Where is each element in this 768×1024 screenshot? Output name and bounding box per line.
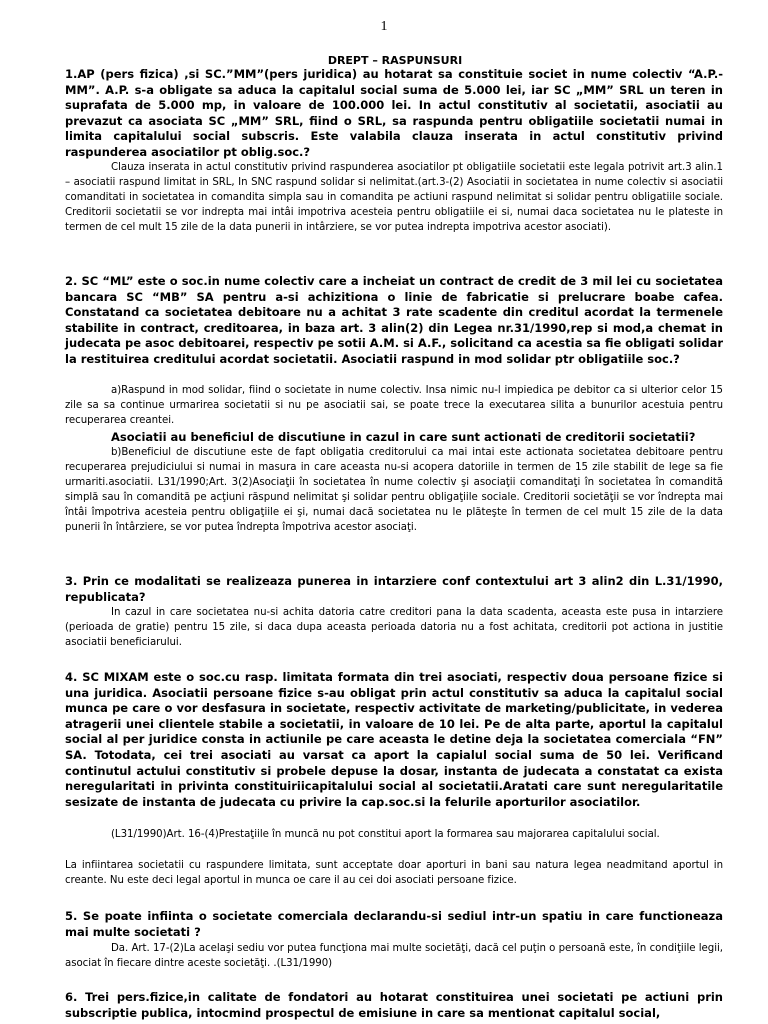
document-title: DREPT – RASPUNSURI	[327, 54, 463, 67]
question-4: 4. SC MIXAM este o soc.cu rasp. limitata formata din trei asociati, respectiv doua persoane fizice si una juridica. Asociatii persoane fizice s-au obligat prin actul constitutiv sa aduca la capitalul social munca pe care o vor desfasura in societate, respectiv activitate de marketing/publicitate, in vederea atragerii unei clientele stabile a societatii, in valoare de 10 lei. Pe de alta parte, aportul la capitalul social al per juridice consta in actiunile pe care aceasta le detine deja la societatea comerciala “FN” SA. Totodata, cei trei asociati au varsat ca aport la capialul social suma de 50 lei. Verificand continutul actului constitutiv si probele depuse la dosar, instanta de judecata a constatat ca exista neregularitati in privinta constituiriicapitalului social al societatii.Aratati care sunt neregularitatile sesizate de instanta de judecata cu privire la cap.soc.si la felurile aporturilor asociatilor.	[65, 670, 723, 809]
subquestion-2: Asociatii au beneficiul de discutiune in cazul in care sunt actionati de creditorii societatii?	[111, 430, 696, 444]
question-2: 2. SC “ML” este o soc.in nume colectiv care a incheiat un contract de credit de 3 mil lei cu societatea bancara SC “MB” SA pentru a-si achizitiona o linie de fabricatie si prelucrare boabe cafea. Constatand ca societatea debitoare nu a achitat 3 rate scadente din creditul acordat la termenele stabilite in contract, creditoarea, in baza art. 3 alin(2) din Legea nr.31/1990,rep si mod,a chemat in judecata pe asoc debitoarei, respectiv pe sotii A.M. si A.F., solicitand ca acestia sa fie obligati solidar la restituirea creditului acordat societatii. Asociatii raspund in mod solidar ptr obligatiile soc.?	[65, 274, 724, 366]
answer-4b: La infiintarea societatii cu raspundere limitata, sunt acceptate doar aporturi in bani sau natura legea neadmitand aportul in creante. Nu este deci legal aportul in munca oe care il au cei doi asociati persoane fizice.	[65, 860, 723, 886]
answer-1: Clauza inserata in actul constitutiv privind raspunderea asociatilor pt obligatiile societatii este legala potrivit art.3 alin.1 – asociatii raspund limitat in SRL, In SNC raspund solidar si nelimitat.(art.3-(2) Asociatii in societatea in nume colectiv si asociatii comanditati in societatea in comandita simpla sau in comandita pe actiuni raspund nelimitat si solidar pentru obligatiile sociale. Creditorii societatii se vor indrepta mai intâi impotriva acesteia pentru obligatiile ei si, numai daca societatea nu le plateste in termen de cel mult 15 zile de la data punerii in intârziere, se vor putea indrepta impotriva acestor asociati).	[65, 162, 723, 233]
answer-4a: (L31/1990)Art. 16-(4)Prestaţiile în muncă nu pot constitui aport la formarea sau majorarea capitalului social.	[111, 829, 660, 840]
answer-3: In cazul in care societatea nu-si achita datoria catre creditori pana la data scadenta, aceasta este pusa in intarziere (perioada de gratie) pentru 15 zile, si daca dupa aceasta perioada datoria nu a fost achitata, creditorii pot actiona in justitie asociatii beneficiarului.	[65, 607, 723, 648]
question-5: 5. Se poate infiinta o societate comerciala declarandu-si sediul intr-un spatiu in care functioneaza mai multe societati ?	[65, 909, 723, 939]
question-1: 1.AP (pers fizica) ,si SC.”MM”(pers juridica) au hotarat sa constituie societ in nume colectiv “A.P.-MM”. A.P. s-a obligate sa aduca la capitalul social suma de 5.000 lei, iar SC „MM” SRL un teren in suprafata de 5.000 mp, in valoare de 100.000 lei. In actul constitutiv al societatii, asociatii au prevazut ca asociata SC „MM” SRL, fiind o SRL, sa raspunda pentru obligatiile societatii numai in limita capitalului social subscris. Este valabila clauza inserata in actul constitutiv privind raspunderea asociatilor pt oblig.soc.?	[65, 67, 723, 159]
question-3: 3. Prin ce modalitati se realizeaza punerea in intarziere conf contextului art 3 alin2 din L.31/1990, republicata?	[65, 574, 723, 604]
answer-2a: a)Raspund in mod solidar, fiind o societate in nume colectiv. Insa nimic nu-l impiedica pe debitor ca si ulterior celor 15 zile sa sa continue urmarirea societatii si nu pe asociatii sai, se poate trece la executarea silita a bunurilor acestuia pentru recuperarea creantei.	[65, 385, 723, 426]
question-6: 6. Trei pers.fizice,in calitate de fondatori au hotarat constituirea unei societati pe actiuni prin subscriptie publica, intocmind prospectul de emisiune in care sa mentionat capitalul social,	[65, 990, 723, 1020]
answer-2b: b)Beneficiul de discutiune este de fapt obligatia creditorului ca mai intai este actionata societatea debitoare pentru recuperarea prejudiciului si numai in masura in care aceasta nu-si acopera datoriile in termen de 15 zile stabilit de lege sa fie urmariti.asociatii. L31/1990;Art. 3(2)Asociaţii în societatea în nume colectiv şi asociaţii comanditaţi în societatea în comandită simplă sau în comandită pe acţiuni răspund nelimitat şi solidar pentru obligaţiile sociale. Creditorii societăţii se vor îndrepta mai întâi împotriva acesteia pentru obligaţiile ei şi, numai dacă societatea nu le plăteşte în termen de cel mult 15 zile de la data punerii în întârziere, se vor putea îndrepta împotriva acestor asociaţi.	[65, 447, 723, 533]
page-number: 1	[380, 19, 388, 34]
answer-5: Da. Art. 17-(2)La acelaşi sediu vor putea funcţiona mai multe societăţi, dacă cel puţin o persoană este, în condiţiile legii, asociat în fiecare dintre aceste societăţi. .(L31/1990)	[65, 943, 723, 969]
